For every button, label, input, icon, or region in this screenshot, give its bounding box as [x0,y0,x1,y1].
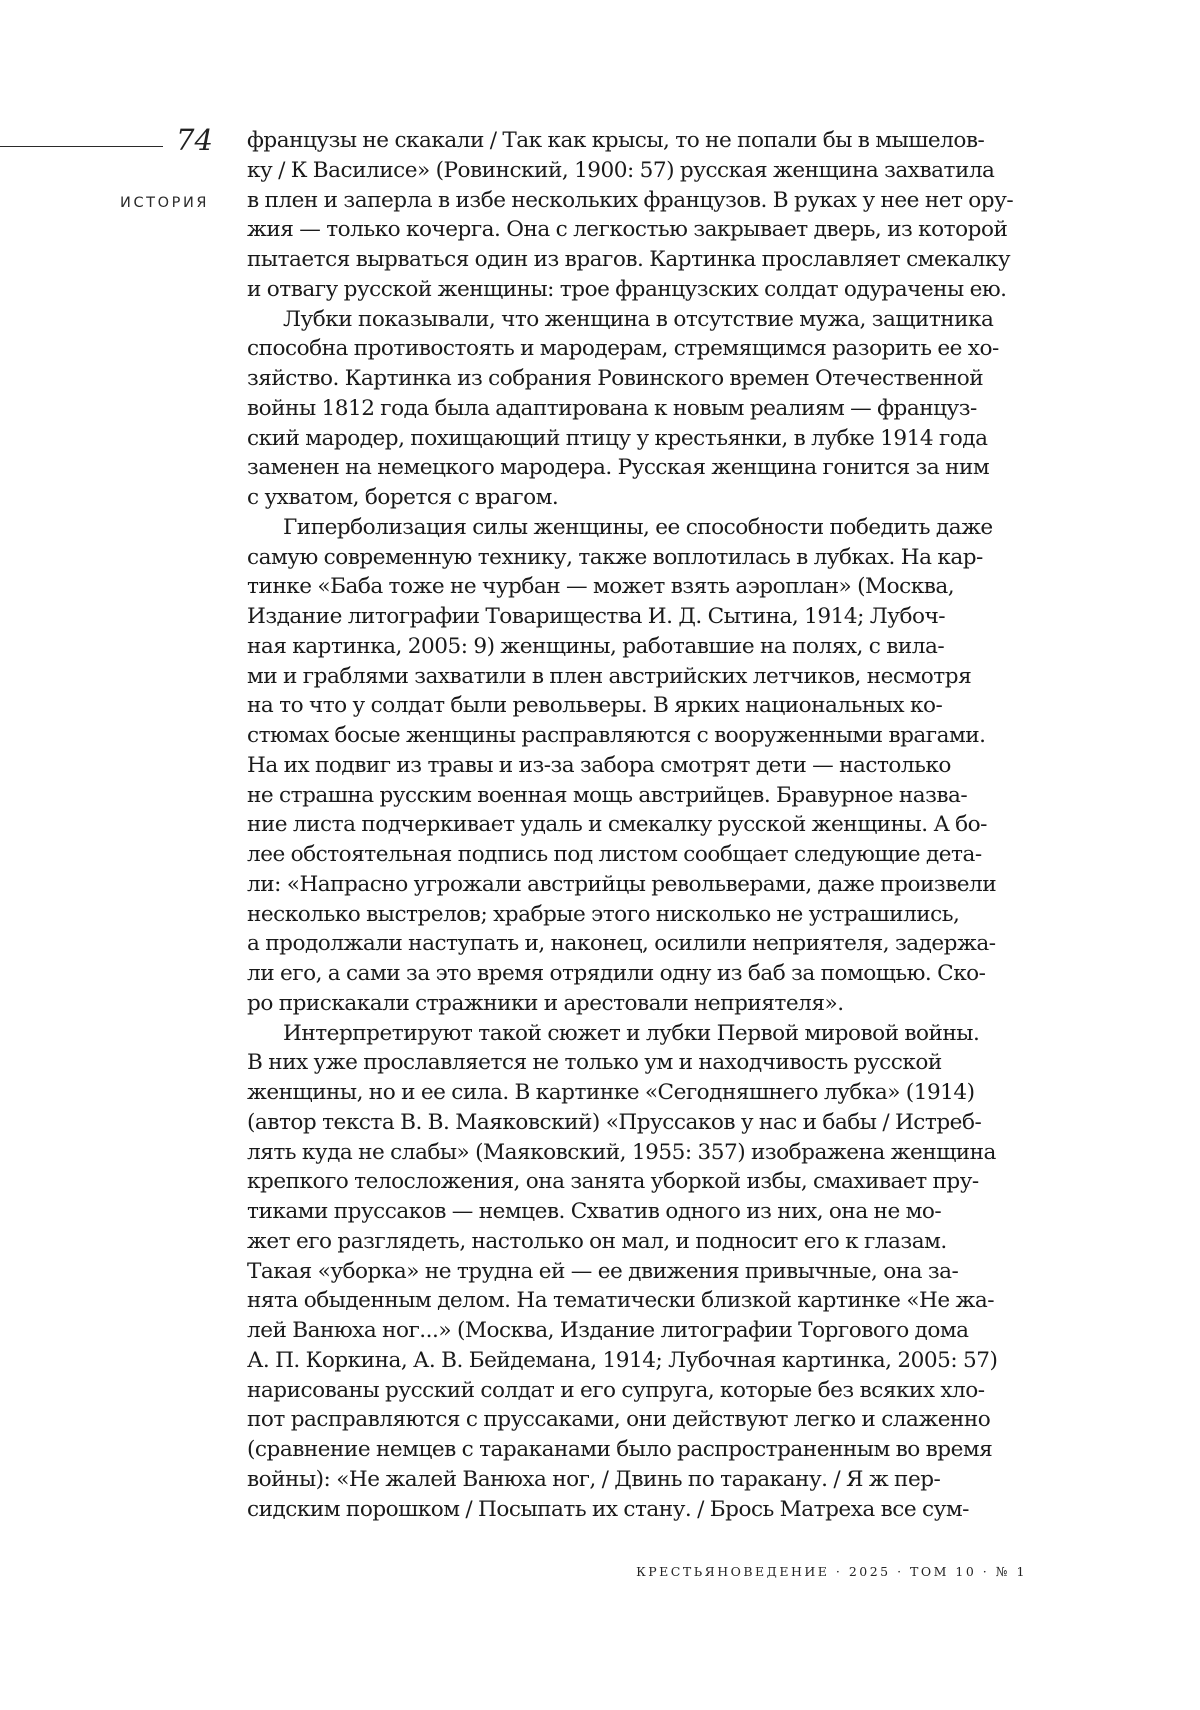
text-line: ми и граблями захватили в плен австрийских летчиков, несмотря [247,662,1027,692]
text-line: французы не скакали / Так как крысы, то не попали бы в мышелов- [247,126,1027,156]
text-line: нята обыденным делом. На тематически близкой картинке «Не жа- [247,1286,1027,1316]
text-line: ку / К Василисе» (Ровинский, 1900: 57) русская женщина захватила [247,156,1027,186]
paragraph-first-line: Лубки показывали, что женщина в отсутствие мужа, защитника [247,305,1027,335]
text-line: тинке «Баба тоже не чурбан — может взять аэроплан» (Москва, [247,572,1027,602]
text-line: заменен на немецкого мародера. Русская женщина гонится за ним [247,453,1027,483]
text-line: Издание литографии Товарищества И. Д. Сытина, 1914; Лубоч- [247,602,1027,632]
text-line: В них уже прославляется не только ум и находчивость русской [247,1048,1027,1078]
text-line: ли: «Напрасно угрожали австрийцы револьверами, даже произвели [247,870,1027,900]
text-line: А. П. Коркина, А. В. Бейдемана, 1914; Лубочная картинка, 2005: 57) [247,1346,1027,1376]
text-line: (автор текста В. В. Маяковский) «Пруссаков у нас и бабы / Истреб- [247,1108,1027,1138]
text-line: пытается вырваться один из врагов. Картинка прославляет смекалку [247,245,1027,275]
text-line: ли его, а сами за это время отрядили одну из баб за помощью. Ско- [247,959,1027,989]
text-line: женщины, но и ее сила. В картинке «Сегодняшнего лубка» (1914) [247,1078,1027,1108]
text-line: лей Ванюха ног...» (Москва, Издание литографии Торгового дома [247,1316,1027,1346]
text-line: самую современную технику, также воплотилась в лубках. На кар- [247,543,1027,573]
text-line: войны): «Не жалей Ванюха ног, / Двинь по таракану. / Я ж пер- [247,1465,1027,1495]
text-line: ро прискакали стражники и арестовали неприятеля». [247,989,1027,1019]
text-line: в плен и заперла в избе нескольких французов. В руках у нее нет ору- [247,186,1027,216]
text-line: ский мародер, похищающий птицу у крестьянки, в лубке 1914 года [247,424,1027,454]
paragraph-first-line: Гиперболизация силы женщины, ее способности победить даже [247,513,1027,543]
text-line: нарисованы русский солдат и его супруга, которые без всяких хло- [247,1376,1027,1406]
text-line: сидским порошком / Посыпать их стану. / Брось Матреха все сум- [247,1495,1027,1525]
text-line: ная картинка, 2005: 9) женщины, работавшие на полях, с вила- [247,632,1027,662]
text-line: (сравнение немцев с тараканами было распространенным во время [247,1435,1027,1465]
text-line: тиками пруссаков — немцев. Схватив одного из них, она не мо- [247,1197,1027,1227]
text-line: жия — только кочерга. Она с легкостью закрывает дверь, из которой [247,215,1027,245]
text-line: крепкого телосложения, она занята уборкой избы, смахивает пру- [247,1167,1027,1197]
text-line: способна противостоять и мародерам, стремящимся разорить ее хо- [247,334,1027,364]
text-line: На их подвиг из травы и из-за забора смотрят дети — настолько [247,751,1027,781]
text-line: и отвагу русской женщины: трое французских солдат одурачены ею. [247,275,1027,305]
text-line: на то что у солдат были револьверы. В ярких национальных ко- [247,691,1027,721]
text-line: несколько выстрелов; храбрые этого нисколько не устрашились, [247,900,1027,930]
text-line: с ухватом, борется с врагом. [247,483,1027,513]
text-line: ние листа подчеркивает удаль и смекалку русской женщины. А бо- [247,810,1027,840]
header-rule [0,146,163,147]
text-line: а продолжали наступать и, наконец, осилили неприятеля, задержа- [247,929,1027,959]
text-line: лее обстоятельная подпись под листом сообщает следующие дета- [247,840,1027,870]
text-line: войны 1812 года была адаптирована к новым реалиям — француз- [247,394,1027,424]
text-line: лять куда не слабы» (Маяковский, 1955: 357) изображена женщина [247,1138,1027,1168]
article-body [247,126,1027,1524]
paragraph-first-line: Интерпретируют такой сюжет и лубки Первой мировой войны. [247,1019,1027,1049]
journal-footer: КРЕСТЬЯНОВЕДЕНИЕ · 2025 · ТОМ 10 · № 1 [636,1564,1027,1579]
section-label: ИСТОРИЯ [120,195,209,211]
text-line: пот расправляются с пруссаками, они действуют легко и слаженно [247,1405,1027,1435]
page-number: 74 [176,124,216,156]
text-line: Такая «уборка» не трудна ей — ее движения привычные, она за- [247,1257,1027,1287]
text-line: не страшна русским военная мощь австрийцев. Бравурное назва- [247,781,1027,811]
text-line: стюмах босые женщины расправляются с вооруженными врагами. [247,721,1027,751]
text-line: жет его разглядеть, настолько он мал, и подносит его к глазам. [247,1227,1027,1257]
text-line: зяйство. Картинка из собрания Ровинского времен Отечественной [247,364,1027,394]
